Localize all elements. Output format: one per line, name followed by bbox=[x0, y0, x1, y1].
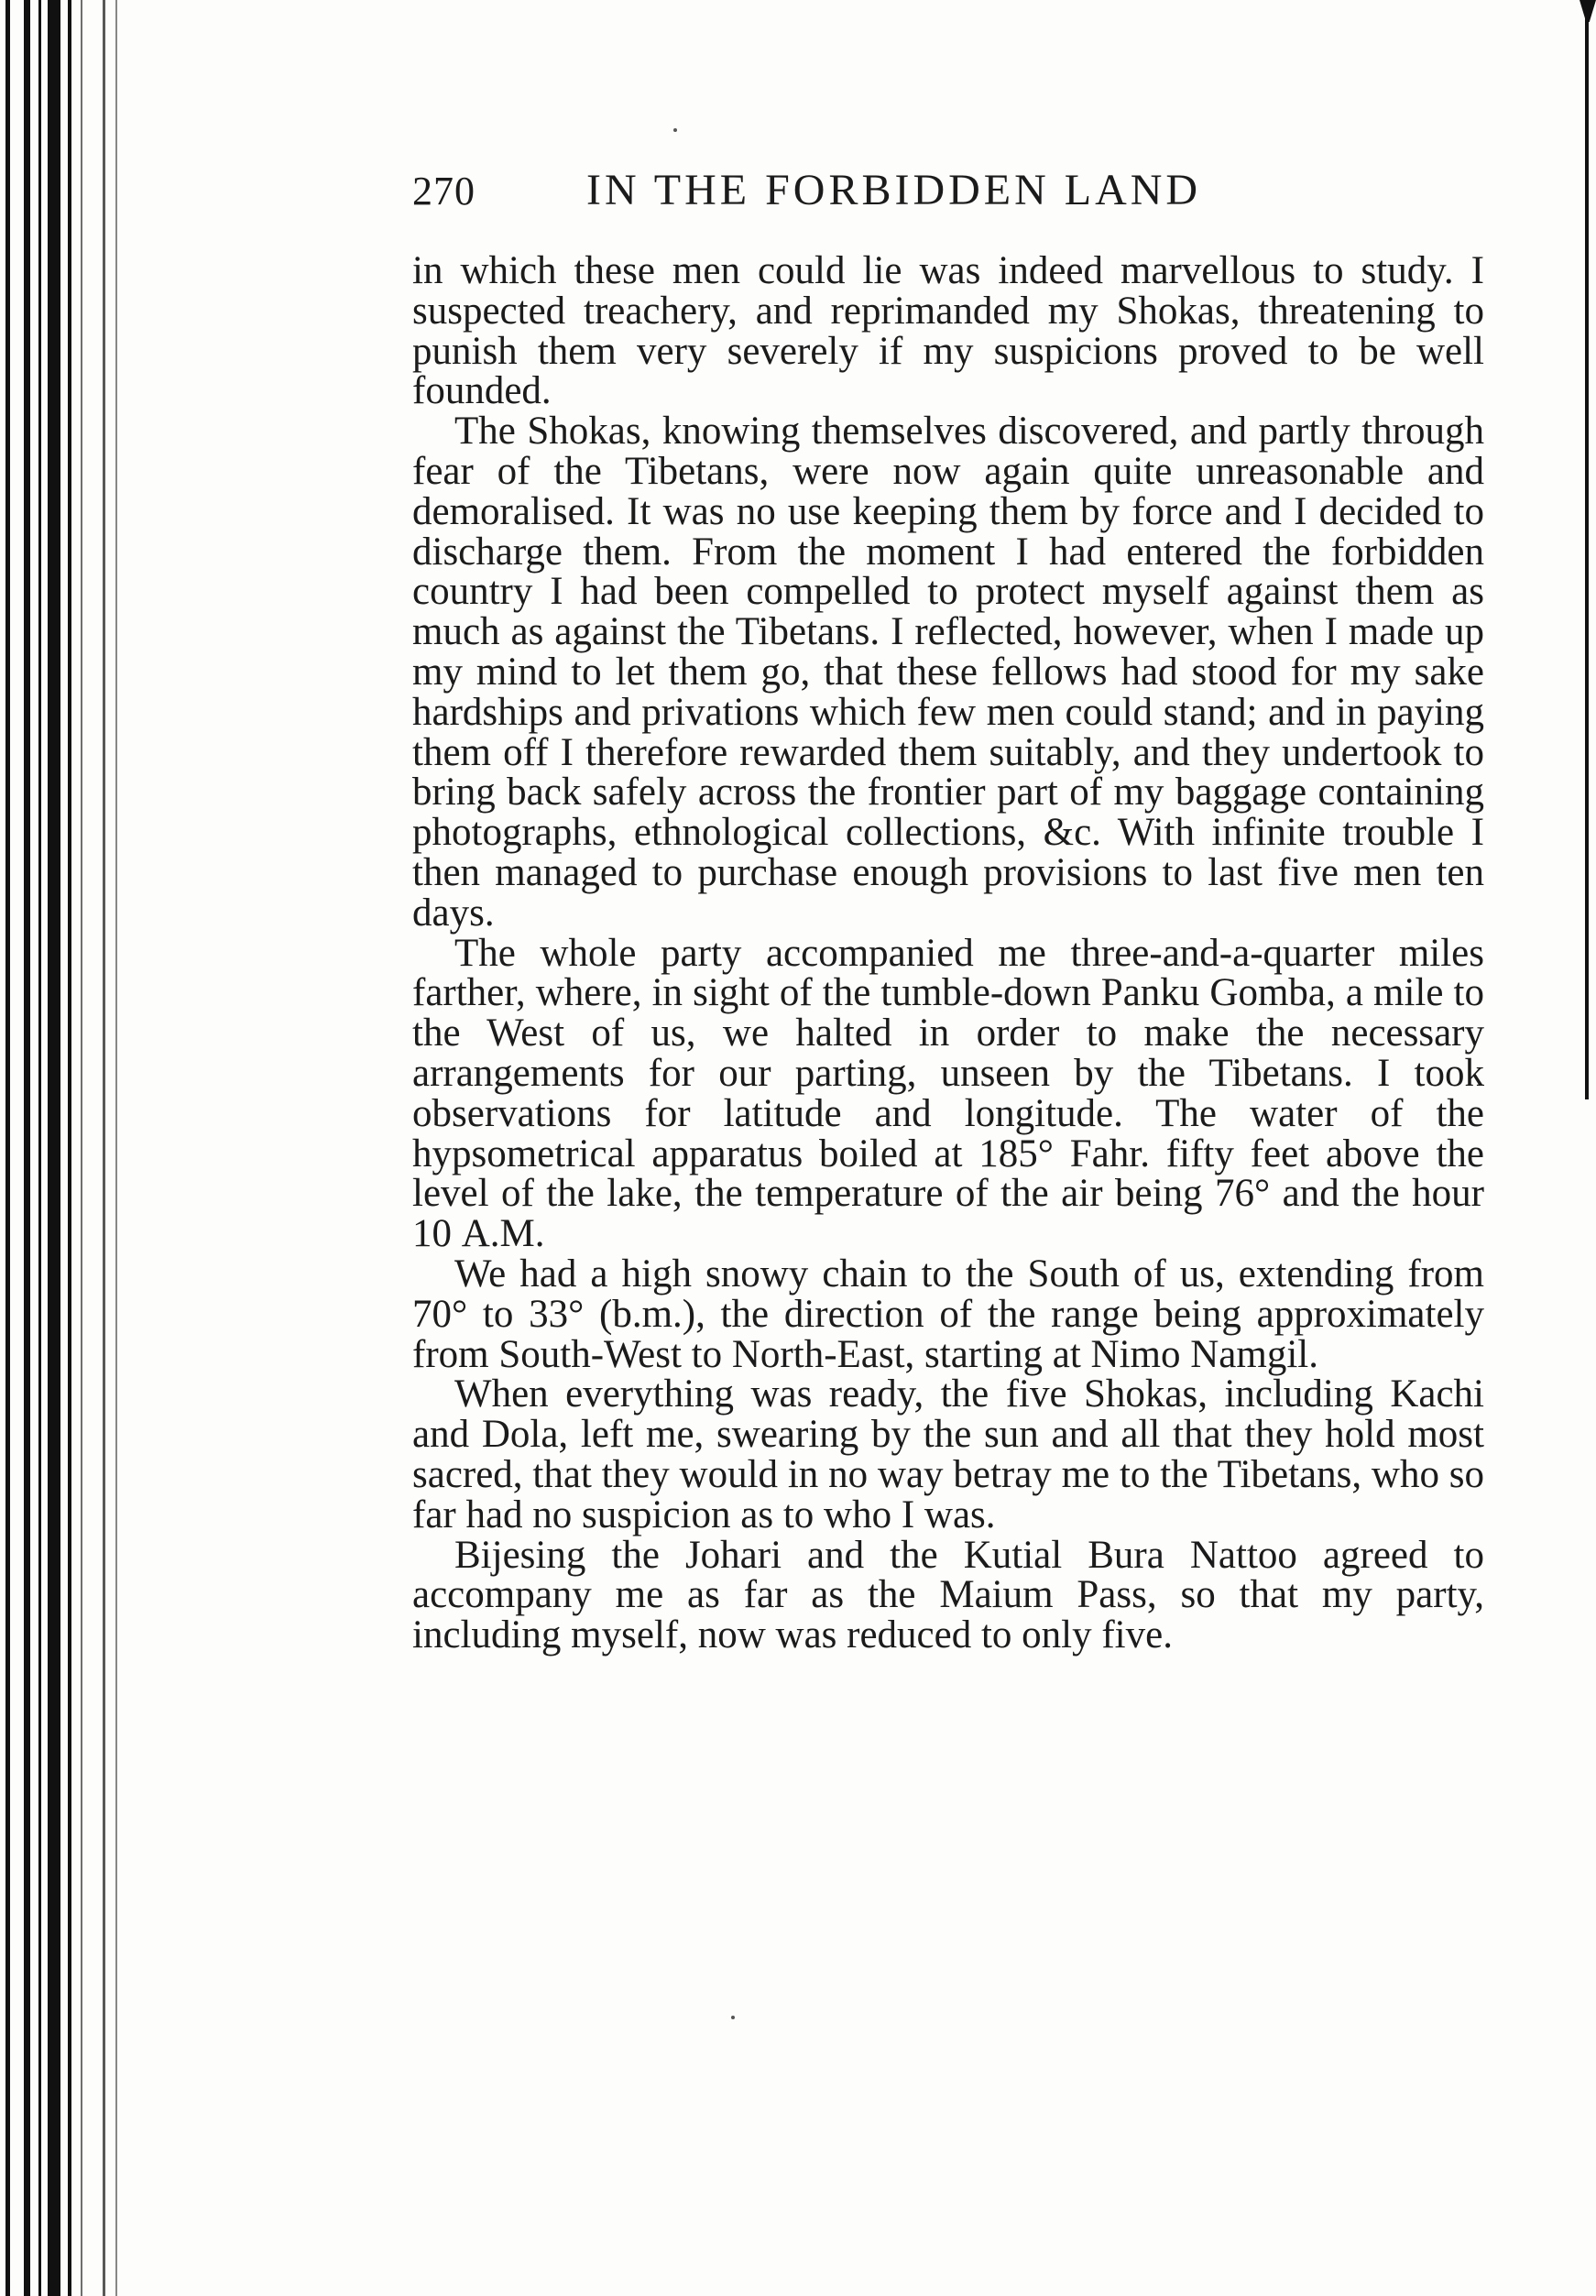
paragraph: Bijesing the Johari and the Kutial Bura Nattoo agreed to accompany me as far as the Maium Pass, so that my party, including myself, now was reduced to only five. bbox=[412, 1533, 1484, 1657]
time-suffix: A.M. bbox=[461, 1212, 545, 1256]
book-gutter-shadow bbox=[0, 0, 128, 2296]
paragraph bbox=[412, 931, 1484, 1256]
paragraph: in which these men could lie was indeed marvellous to study. I suspected treachery, and reprimanded my Shokas, threatening to punish them very severely if my suspicions proved to be well founded. bbox=[412, 249, 1484, 413]
paragraph: The Shokas, knowing themselves discovered, and partly through fear of the Tibetans, were now again quite unreasonable and demoralised. It was no use keeping them by force and I decided to discharge them. From the moment I had entered the forbidden country I had been compelled to protect myself against them as much as against the Tibetans. I reflected, however, when I made up my mind to let them go, that these fellows had stood for my sake hardships and privations which few men could stand; and in paying them off I therefore rewarded them suitably, and they undertook to bring back safely across the frontier part of my baggage containing photographs, ethnological collections, &c. With infinite trouble I then managed to purchase enough provisions to last five men ten days. bbox=[412, 410, 1484, 935]
scan-speck bbox=[673, 128, 677, 132]
scan-speck bbox=[731, 2016, 735, 2019]
paragraph-text: The whole party accompanied me three-and-a-quarter miles farther, where, in sight of the tumble-down Panku Gomba, a mile to the West of us, we halted in order to make the necessary arrangements for our parting, unseen by the Tibetans. I took observations for latitude and longitude. The water of the hypsometrical apparatus boiled at 185° Fahr. fifty feet above the level of the lake, the temperature of the air being 76° and the hour 10 bbox=[412, 931, 1484, 1256]
running-head bbox=[412, 165, 1484, 238]
running-title: IN THE FORBIDDEN LAND bbox=[586, 166, 1202, 214]
book-page bbox=[412, 165, 1484, 1656]
paragraph: We had a high snowy chain to the South of us, extending from 70° to 33° (b.m.), the direction of the range being approximately from South-West to North-East, starting at Nimo Namgil. bbox=[412, 1252, 1484, 1376]
page-edge bbox=[1585, 0, 1596, 1099]
paragraph: When everything was ready, the five Shokas, including Kachi and Dola, left me, swearing by the sun and all that they hold most sacred, that they would in no way betray me to the Tibetans, who so far had no suspicion as to who I was. bbox=[412, 1372, 1484, 1536]
page-number: 270 bbox=[412, 169, 476, 213]
